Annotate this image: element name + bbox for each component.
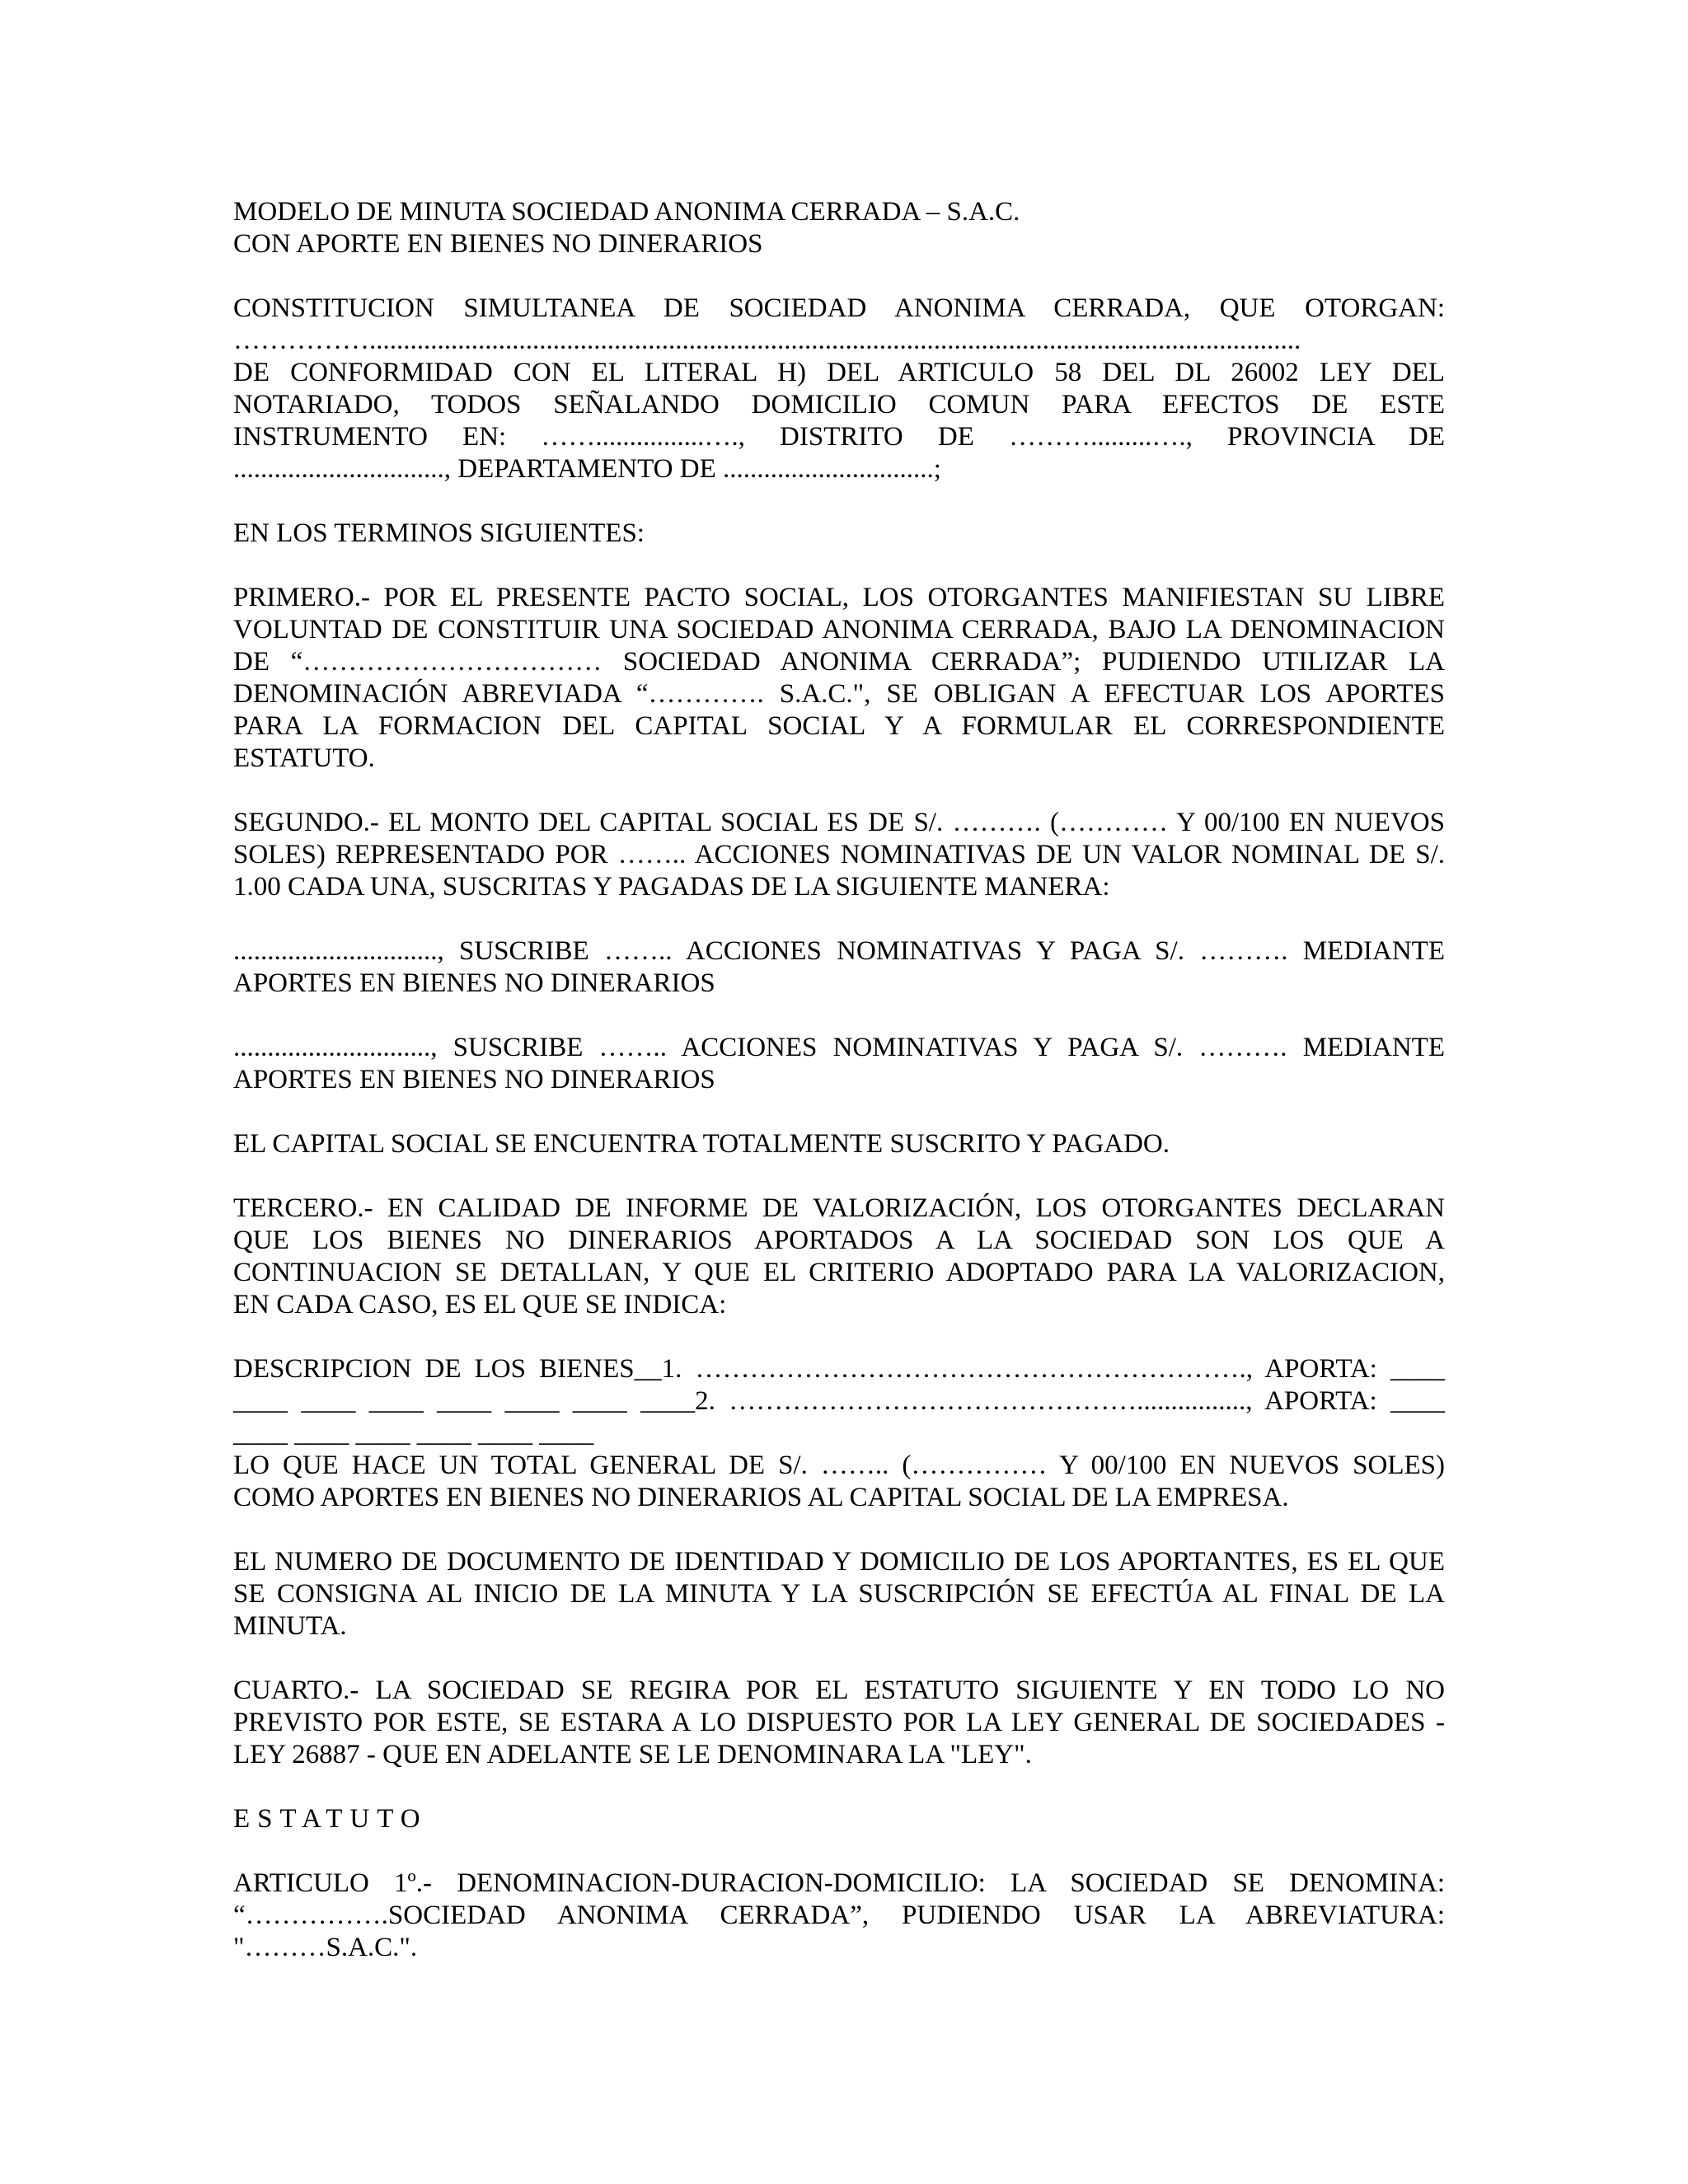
paragraph-line: INSTRUMENTO EN: ……................…., DISTRITO DE ……….........…., PROVINCIA DE	[233, 422, 1445, 452]
document-title	[233, 196, 1445, 260]
estatuto-heading: ESTATUTO	[233, 1804, 428, 1834]
paragraph-line: SE CONSIGNA AL INICIO DE LA MINUTA Y LA SUSCRIPCIÓN SE EFECTÚA AL FINAL DE LA	[233, 1579, 1445, 1609]
title-line-1: MODELO DE MINUTA SOCIEDAD ANONIMA CERRADA – S.A.C.	[233, 197, 1020, 227]
paragraph-line: CUARTO.- LA SOCIEDAD SE REGIRA POR EL ESTATUTO SIGUIENTE Y EN TODO LO NO	[233, 1675, 1445, 1705]
estatuto-heading-block	[233, 1803, 1445, 1835]
paragraph-line: DE “…………………………… SOCIEDAD ANONIMA CERRADA”; PUDIENDO UTILIZAR LA	[233, 647, 1445, 677]
paragraph-line: DESCRIPCION DE LOS BIENES__1. ……………………………………………………., APORTA: ____	[233, 1354, 1445, 1384]
paragraph-line: SOLES) REPRESENTADO POR …….. ACCIONES NOMINATIVAS DE UN VALOR NOMINAL DE S/.	[233, 840, 1445, 869]
paragraph-line: NOTARIADO, TODOS SEÑALANDO DOMICILIO COMUN PARA EFECTOS DE ESTE	[233, 390, 1445, 419]
paragraph-line: PREVISTO POR ESTE, SE ESTARA A LO DISPUESTO POR LA LEY GENERAL DE SOCIEDADES -	[233, 1708, 1445, 1737]
clause-segundo	[233, 807, 1445, 903]
clause-cuarto	[233, 1675, 1445, 1771]
paragraph-line: .............................., SUSCRIBE …….. ACCIONES NOMINATIVAS Y PAGA S/. ………. MEDIANTE	[233, 936, 1445, 966]
clause-primero	[233, 582, 1445, 775]
paragraph-line: EN LOS TERMINOS SIGUIENTES:	[233, 518, 645, 548]
paragraph-line: PRIMERO.- POR EL PRESENTE PACTO SOCIAL, LOS OTORGANTES MANIFIESTAN SU LIBRE	[233, 583, 1445, 612]
paragraph-line: EL NUMERO DE DOCUMENTO DE IDENTIDAD Y DOMICILIO DE LOS APORTANTES, ES EL QUE	[233, 1547, 1445, 1577]
paragraph-line: 1.00 CADA UNA, SUSCRITAS Y PAGADAS DE LA SIGUIENTE MANERA:	[233, 872, 1110, 902]
paragraph-line: LEY 26887 - QUE EN ADELANTE SE LE DENOMINARA LA "LEY".	[233, 1740, 1032, 1769]
paragraph-line: COMO APORTES EN BIENES NO DINERARIOS AL CAPITAL SOCIAL DE LA EMPRESA.	[233, 1483, 1289, 1512]
paragraph-line: EN CADA CASO, ES EL QUE SE INDICA:	[233, 1290, 727, 1319]
paragraph-line: APORTES EN BIENES NO DINERARIOS	[233, 968, 715, 998]
paragraph-line: VOLUNTAD DE CONSTITUIR UNA SOCIEDAD ANONIMA CERRADA, BAJO LA DENOMINACION	[233, 615, 1445, 644]
paragraph-line: MINUTA.	[233, 1611, 347, 1641]
document-page	[233, 196, 1445, 1964]
articulo-1	[233, 1868, 1445, 1964]
paragraph-line: ____ ____ ____ ____ ____ ____	[233, 1418, 594, 1448]
paragraph-line: CONSTITUCION SIMULTANEA DE SOCIEDAD ANONIMA CERRADA, QUE OTORGAN:	[233, 293, 1445, 323]
paragraph-line: ..............................., DEPARTAMENTO DE ...............................;	[233, 454, 941, 484]
paragraph-line: LO QUE HACE UN TOTAL GENERAL DE S/. …….. (…………… Y 00/100 EN NUEVOS SOLES)	[233, 1451, 1445, 1480]
paragraph-line: ____ ____ ____ ____ ____ ____ ____2. ………………………………………................, APORTA: ____	[233, 1386, 1445, 1416]
paragraph-line: DE CONFORMIDAD CON EL LITERAL H) DEL ARTICULO 58 DEL DL 26002 LEY DEL	[233, 358, 1445, 387]
identidad-paragraph	[233, 1546, 1445, 1643]
paragraph-line: ESTATUTO.	[233, 743, 375, 773]
paragraph-line: …………….........................................................................................................................................	[233, 326, 1301, 355]
paragraph-line: APORTES EN BIENES NO DINERARIOS	[233, 1065, 715, 1094]
paragraph-line: SEGUNDO.- EL MONTO DEL CAPITAL SOCIAL ES DE S/. ………. (………… Y 00/100 EN NUEVOS	[233, 808, 1445, 837]
capital-pagado-paragraph	[233, 1128, 1445, 1160]
paragraph-line: DENOMINACIÓN ABREVIADA “…………. S.A.C.", SE OBLIGAN A EFECTUAR LOS APORTES	[233, 679, 1445, 709]
paragraph-line: EL CAPITAL SOCIAL SE ENCUENTRA TOTALMENTE SUSCRITO Y PAGADO.	[233, 1129, 1170, 1159]
paragraph-line: CONTINUACION SE DETALLAN, Y QUE EL CRITERIO ADOPTADO PARA LA VALORIZACION,	[233, 1258, 1445, 1287]
paragraph-line: ARTICULO 1º.- DENOMINACION-DURACION-DOMICILIO: LA SOCIEDAD SE DENOMINA:	[233, 1868, 1445, 1898]
paragraph-line: ............................., SUSCRIBE …….. ACCIONES NOMINATIVAS Y PAGA S/. ………. MEDIANTE	[233, 1033, 1445, 1062]
paragraph-line: TERCERO.- EN CALIDAD DE INFORME DE VALORIZACIÓN, LOS OTORGANTES DECLARAN	[233, 1193, 1445, 1223]
suscriptor-1	[233, 935, 1445, 1000]
title-line-2: CON APORTE EN BIENES NO DINERARIOS	[233, 229, 763, 259]
clause-tercero	[233, 1193, 1445, 1321]
paragraph-line: PARA LA FORMACION DEL CAPITAL SOCIAL Y A FORMULAR EL CORRESPONDIENTE	[233, 711, 1445, 741]
paragraph-line: "………S.A.C.".	[233, 1933, 418, 1962]
suscriptor-2	[233, 1032, 1445, 1096]
bienes-paragraph	[233, 1353, 1445, 1514]
terminos-paragraph	[233, 518, 1445, 550]
paragraph-line: “…………….SOCIEDAD ANONIMA CERRADA”, PUDIENDO USAR LA ABREVIATURA:	[233, 1900, 1445, 1930]
paragraph-line: QUE LOS BIENES NO DINERARIOS APORTADOS A LA SOCIEDAD SON LOS QUE A	[233, 1226, 1445, 1255]
constitucion-paragraph	[233, 293, 1445, 485]
